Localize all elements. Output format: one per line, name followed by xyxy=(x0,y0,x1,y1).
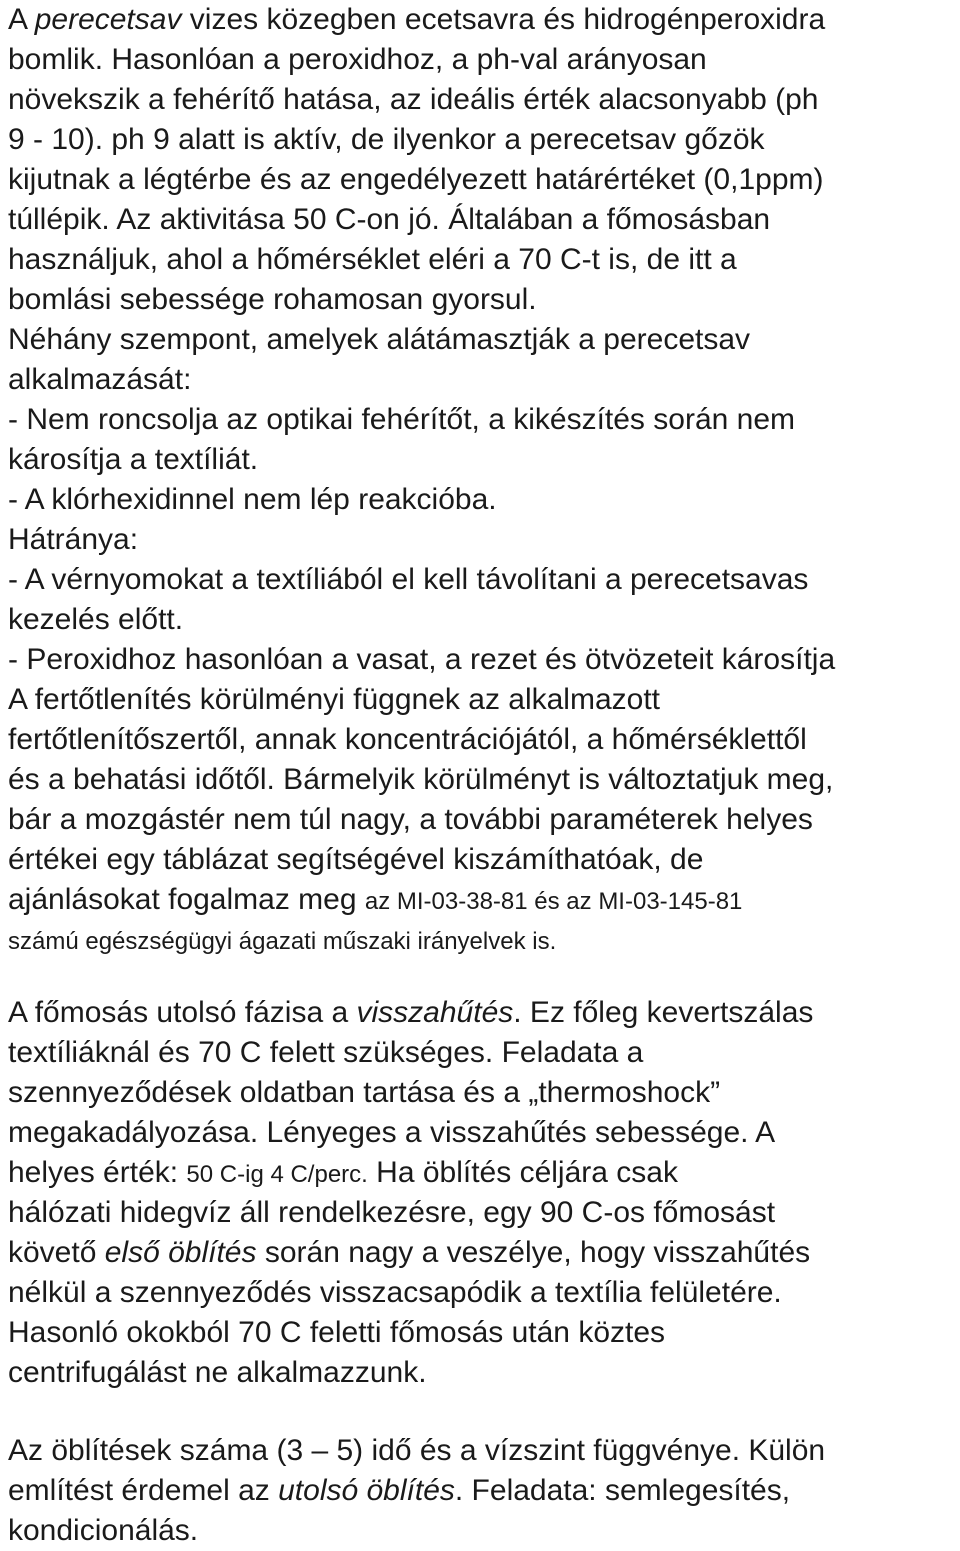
text-run: és a behatási időtől. Bármelyik körülményt is változtatjuk meg, xyxy=(8,763,834,796)
text-run: Ha öblítés céljára csak xyxy=(367,1156,678,1189)
text-line xyxy=(8,880,958,920)
text-line xyxy=(8,1431,958,1471)
text-run: követő xyxy=(8,1236,105,1269)
text-run: . Feladata: semlegesítés, xyxy=(454,1474,791,1507)
text-line xyxy=(8,400,958,440)
text-run: A főmosás utolsó fázisa a xyxy=(8,996,357,1029)
text-line xyxy=(8,520,958,560)
text-run: Néhány szempont, amelyek alátámasztják a perecetsav xyxy=(8,323,751,356)
text-line xyxy=(8,80,958,120)
text-line xyxy=(8,920,958,960)
text-run: kondicionálás. xyxy=(8,1514,199,1547)
text-run: . Ez főleg kevertszálas xyxy=(513,996,814,1029)
text-run: hálózati hidegvíz áll rendelkezésre, egy 90 C-os főmosást xyxy=(8,1196,776,1229)
text-run: bomlási sebessége rohamosan gyorsul. xyxy=(8,283,537,316)
text-run: nélkül a szennyeződés visszacsapódik a textília felületére. xyxy=(8,1276,782,1309)
italic-term: visszahűtés xyxy=(356,996,514,1029)
text-run: textíliáknál és 70 C felett szükséges. Feladata a xyxy=(8,1036,644,1069)
text-line xyxy=(8,320,958,360)
text-run: helyes érték: xyxy=(8,1156,187,1189)
text-run: Hasonló okokból 70 C feletti főmosás után köztes xyxy=(8,1316,666,1349)
italic-term: első öblítés xyxy=(104,1236,257,1269)
text-line xyxy=(8,120,958,160)
small-text-run: az MI-03-38-81 és az MI-03-145-81 xyxy=(364,888,743,915)
text-run: A fertőtlenítés körülményi függnek az alkalmazott xyxy=(8,683,661,716)
text-line xyxy=(8,720,958,760)
text-run: 9 - 10). ph 9 alatt is aktív, de ilyenkor a perecetsav gőzök xyxy=(8,123,765,156)
text-run: ajánlásokat fogalmaz meg xyxy=(8,883,365,916)
text-line xyxy=(8,1273,958,1313)
text-line xyxy=(8,600,958,640)
text-line xyxy=(8,1193,958,1233)
text-line xyxy=(8,1313,958,1353)
text-run: vizes közegben ecetsavra és hidrogénperoxidra xyxy=(181,3,826,36)
small-text-run: 50 C-ig 4 C/perc. xyxy=(186,1161,368,1188)
text-line xyxy=(8,800,958,840)
text-line xyxy=(8,0,958,40)
text-run: során nagy a veszélye, hogy visszahűtés xyxy=(256,1236,811,1269)
text-line xyxy=(8,1153,958,1193)
text-run: bomlik. Hasonlóan a peroxidhoz, a ph-val arányosan xyxy=(8,43,707,76)
text-run: centrifugálást ne alkalmazzunk. xyxy=(8,1356,427,1389)
text-run: - Nem roncsolja az optikai fehérítőt, a kikészítés során nem xyxy=(8,403,796,436)
text-run: értékei egy táblázat segítségével kiszámíthatóak, de xyxy=(8,843,704,876)
text-line xyxy=(8,760,958,800)
text-run: A xyxy=(8,3,35,36)
text-run: túllépik. Az aktivitása 50 C-on jó. Általában a főmosásban xyxy=(8,203,771,236)
text-line xyxy=(8,1471,958,1511)
text-run: Hátránya: xyxy=(8,523,139,556)
text-line xyxy=(8,840,958,880)
text-line xyxy=(8,160,958,200)
text-run: szennyeződések oldatban tartása és a „thermoshock” xyxy=(8,1076,721,1109)
paragraph-peracetic-acid xyxy=(8,0,958,960)
text-run: megakadályozása. Lényeges a visszahűtés sebessége. A xyxy=(8,1116,776,1149)
text-line xyxy=(8,40,958,80)
text-run: alkalmazását: xyxy=(8,363,192,396)
text-line xyxy=(8,200,958,240)
text-line xyxy=(8,440,958,480)
text-run: fertőtlenítőszertől, annak koncentrációjától, a hőmérséklettől xyxy=(8,723,807,756)
text-line xyxy=(8,640,958,680)
text-line xyxy=(8,993,958,1033)
text-line xyxy=(8,1073,958,1113)
text-run: - A vérnyomokat a textíliából el kell távolítani a perecetsavas xyxy=(8,563,809,596)
small-text-run: számú egészségügyi ágazati műszaki irányelvek is. xyxy=(8,928,557,955)
text-run: bár a mozgástér nem túl nagy, a további paraméterek helyes xyxy=(8,803,813,836)
text-line xyxy=(8,1353,958,1393)
text-line xyxy=(8,1233,958,1273)
italic-term: utolsó öblítés xyxy=(278,1474,455,1507)
text-run: kijutnak a légtérbe és az engedélyezett határértéket (0,1ppm) xyxy=(8,163,824,196)
text-run: növekszik a fehérítő hatása, az ideális érték alacsonyabb (ph xyxy=(8,83,819,116)
text-line xyxy=(8,480,958,520)
text-line xyxy=(8,1511,958,1551)
text-run: - A klórhexidinnel nem lép reakcióba. xyxy=(8,483,497,516)
italic-term: perecetsav xyxy=(34,3,182,36)
text-run: - Peroxidhoz hasonlóan a vasat, a rezet és ötvözeteit károsítja xyxy=(8,643,836,676)
text-line xyxy=(8,1113,958,1153)
text-run: károsítja a textíliát. xyxy=(8,443,259,476)
text-line xyxy=(8,1033,958,1073)
text-line xyxy=(8,280,958,320)
text-line xyxy=(8,360,958,400)
text-run: kezelés előtt. xyxy=(8,603,184,636)
paragraph-rinsing xyxy=(8,1431,958,1551)
text-run: használjuk, ahol a hőmérséklet eléri a 70 C-t is, de itt a xyxy=(8,243,737,276)
text-line xyxy=(8,240,958,280)
text-line xyxy=(8,560,958,600)
paragraph-cooling-back xyxy=(8,993,958,1393)
text-run: Az öblítések száma (3 – 5) idő és a vízszint függvénye. Külön xyxy=(8,1434,826,1467)
text-run: említést érdemel az xyxy=(8,1474,279,1507)
text-line xyxy=(8,680,958,720)
